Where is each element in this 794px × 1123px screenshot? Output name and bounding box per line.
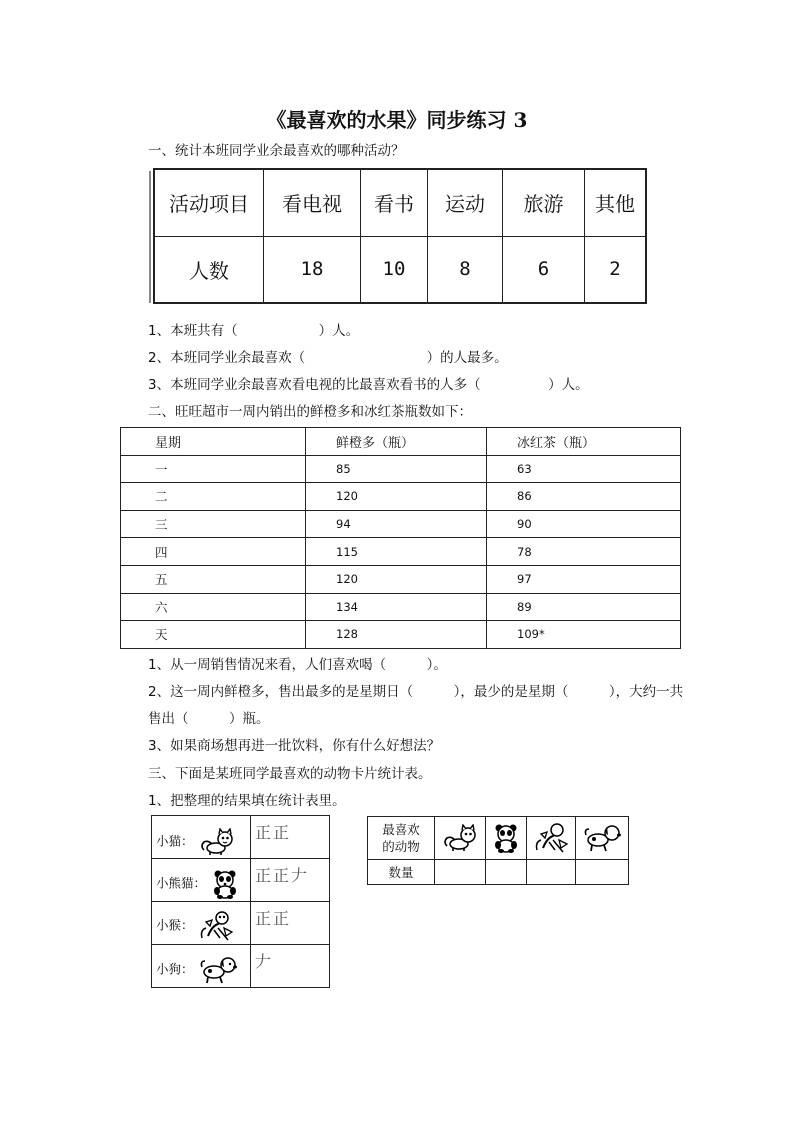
row-label-line: 最喜欢	[382, 822, 420, 837]
count-input-cell[interactable]	[575, 860, 628, 885]
orange-cell: 120	[306, 565, 487, 593]
table-row	[121, 565, 681, 593]
header-label-cell: 活动项目	[154, 169, 264, 236]
sales-table	[120, 427, 681, 649]
tally-marks: 正正𠂇	[251, 859, 330, 902]
header-cell: 星期	[121, 428, 306, 456]
dog-icon	[582, 823, 622, 853]
count-cell: 10	[361, 236, 428, 303]
section1-heading: 一、统计本班同学业余最喜欢的哪种活动？	[148, 143, 405, 159]
panda-icon	[491, 823, 521, 853]
animal-label: 小猫：	[156, 833, 194, 849]
s2-question-2-cont: 售出（ ）瓶。	[148, 711, 270, 727]
tea-cell: 109*	[487, 621, 681, 649]
s1-question-1: 1、本班共有（ ）人。	[148, 323, 360, 339]
animal-label-cell	[152, 816, 251, 859]
table-row	[152, 816, 330, 859]
day-cell: 六	[121, 593, 306, 621]
cat-icon	[441, 824, 479, 852]
tea-cell: 97	[487, 565, 681, 593]
count-input-cell[interactable]	[485, 860, 526, 885]
day-cell: 二	[121, 483, 306, 511]
section3-heading: 三、下面是某班同学最喜欢的动物卡片统计表。	[148, 766, 432, 782]
count-cell: 6	[503, 236, 585, 303]
s1-question-2: 2、本班同学业余最喜欢（ ）的人最多。	[148, 350, 508, 366]
table-row	[121, 510, 681, 538]
s1-question-3: 3、本班同学业余最喜欢看电视的比最喜欢看书的人多（ ）人。	[148, 377, 589, 393]
animal-label: 小熊猫：	[156, 875, 207, 891]
count-input-cell[interactable]	[435, 860, 486, 885]
animal-label-cell	[152, 902, 251, 945]
tea-cell: 86	[487, 483, 681, 511]
orange-cell: 115	[306, 538, 487, 566]
animal-label: 小狗：	[156, 961, 194, 977]
monkey-icon	[533, 822, 569, 854]
count-label-cell: 人数	[154, 236, 264, 303]
table-row	[152, 902, 330, 945]
table-row	[152, 859, 330, 902]
panda-icon	[210, 869, 240, 899]
animal-label-cell	[152, 945, 251, 988]
table-row	[121, 593, 681, 621]
day-cell: 三	[121, 510, 306, 538]
orange-cell: 128	[306, 621, 487, 649]
count-cell: 2	[585, 236, 647, 303]
activity-table	[153, 168, 647, 304]
orange-cell: 120	[306, 483, 487, 511]
s2-question-2: 2、这一周内鲜橙多，售出最多的是星期日（ ），最少的是星期（ ），大约一共	[148, 684, 684, 700]
activity-cell: 其他	[585, 169, 647, 236]
tea-cell: 63	[487, 455, 681, 483]
header-cell: 鲜橙多（瓶）	[306, 428, 487, 456]
cat-icon	[198, 828, 236, 856]
activity-cell: 看书	[361, 169, 428, 236]
animal-header-cell	[575, 817, 628, 860]
table-shadow	[149, 171, 151, 303]
tea-cell: 78	[487, 538, 681, 566]
count-input-cell[interactable]	[527, 860, 576, 885]
monkey-icon	[198, 910, 234, 942]
count-cell: 8	[428, 236, 503, 303]
animal-header-cell	[485, 817, 526, 860]
animal-header-cell	[435, 817, 486, 860]
tally-table	[151, 815, 330, 988]
tea-cell: 89	[487, 593, 681, 621]
tea-cell: 90	[487, 510, 681, 538]
table-row	[152, 945, 330, 988]
table-row	[121, 621, 681, 649]
tally-marks: 正正	[251, 816, 330, 859]
page-title: 《最喜欢的水果》同步练习 3	[266, 108, 528, 132]
tally-marks: 正正	[251, 902, 330, 945]
animal-count-table	[367, 816, 629, 885]
row-label-line: 的动物	[382, 839, 420, 854]
animal-header-cell	[527, 817, 576, 860]
table-row	[121, 538, 681, 566]
animal-label-cell	[152, 859, 251, 902]
day-cell: 四	[121, 538, 306, 566]
orange-cell: 134	[306, 593, 487, 621]
day-cell: 五	[121, 565, 306, 593]
s2-question-3: 3、如果商场想再进一批饮料，你有什么好想法？	[148, 738, 441, 754]
row-label-cell: 数量	[368, 860, 435, 885]
s2-question-1: 1、从一周销售情况来看，人们喜欢喝（ ）。	[148, 657, 447, 673]
s3-question-1: 1、把整理的结果填在统计表里。	[148, 793, 346, 809]
table-row	[121, 483, 681, 511]
activity-cell: 看电视	[264, 169, 361, 236]
section2-heading: 二、旺旺超市一周内销出的鲜橙多和冰红茶瓶数如下：	[148, 404, 472, 420]
header-cell: 冰红茶（瓶）	[487, 428, 681, 456]
count-cell: 18	[264, 236, 361, 303]
orange-cell: 85	[306, 455, 487, 483]
animal-label: 小猴：	[156, 917, 194, 933]
table-row	[121, 455, 681, 483]
row-label-cell	[368, 817, 435, 860]
activity-cell: 旅游	[503, 169, 585, 236]
day-cell: 一	[121, 455, 306, 483]
day-cell: 天	[121, 621, 306, 649]
dog-icon	[198, 955, 238, 985]
activity-cell: 运动	[428, 169, 503, 236]
orange-cell: 94	[306, 510, 487, 538]
tally-marks: 𠂇	[251, 945, 330, 988]
